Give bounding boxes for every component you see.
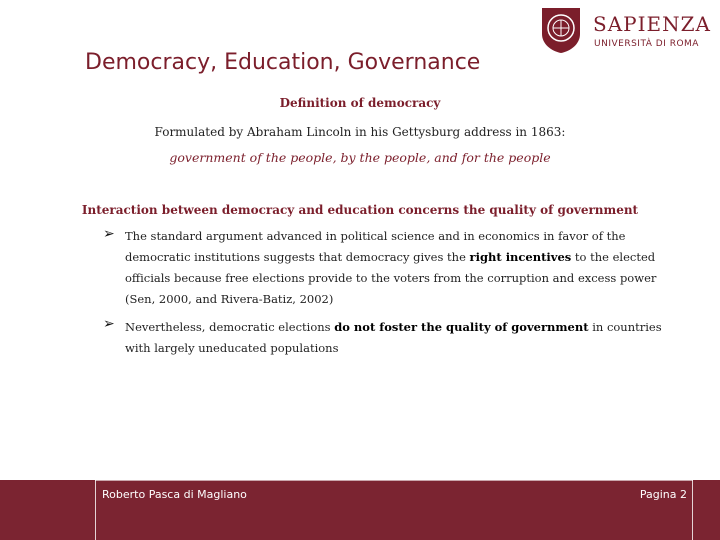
bullet-1-emphasis: right incentives xyxy=(469,250,572,264)
definition-heading: Definition of democracy xyxy=(279,96,441,110)
university-logo xyxy=(538,6,711,60)
bullet-2-emphasis: do not foster the quality of government xyxy=(334,320,589,334)
logo-subtitle: UNIVERSITÀ DI ROMA xyxy=(594,39,699,49)
bullet-text-1: The standard argument advanced in political science and in economics in favor of the democratic institutions suggests that democracy gives the right incentives to the elected officials because free elections provide to the voters from the corruption and excess power (Sen, 2000, and Rivera-Batiz, 2002) xyxy=(125,229,657,306)
interaction-heading: Interaction between democracy and education concerns the quality of government xyxy=(81,203,639,217)
logo-name: SAPIENZA xyxy=(593,12,711,36)
sapienza-seal-icon xyxy=(538,6,584,54)
footer-divider xyxy=(95,480,693,481)
footer-page-number: Pagina 2 xyxy=(639,488,687,501)
footer-divider xyxy=(692,480,693,540)
lincoln-quote: government of the people, by the people, and for the people xyxy=(169,150,551,165)
footer-author: Roberto Pasca di Magliano xyxy=(102,488,247,501)
footer-divider xyxy=(95,480,96,540)
slide-title: Democracy, Education, Governance xyxy=(85,50,481,75)
bullet-arrow-icon: ➢ xyxy=(103,226,115,242)
definition-line: Formulated by Abraham Lincoln in his Gettysburg address in 1863: xyxy=(154,125,566,139)
bullet-text-2: Nevertheless, democratic elections do not foster the quality of government in countries with largely uneducated populations xyxy=(125,320,662,355)
bullet-arrow-icon: ➢ xyxy=(103,316,115,332)
